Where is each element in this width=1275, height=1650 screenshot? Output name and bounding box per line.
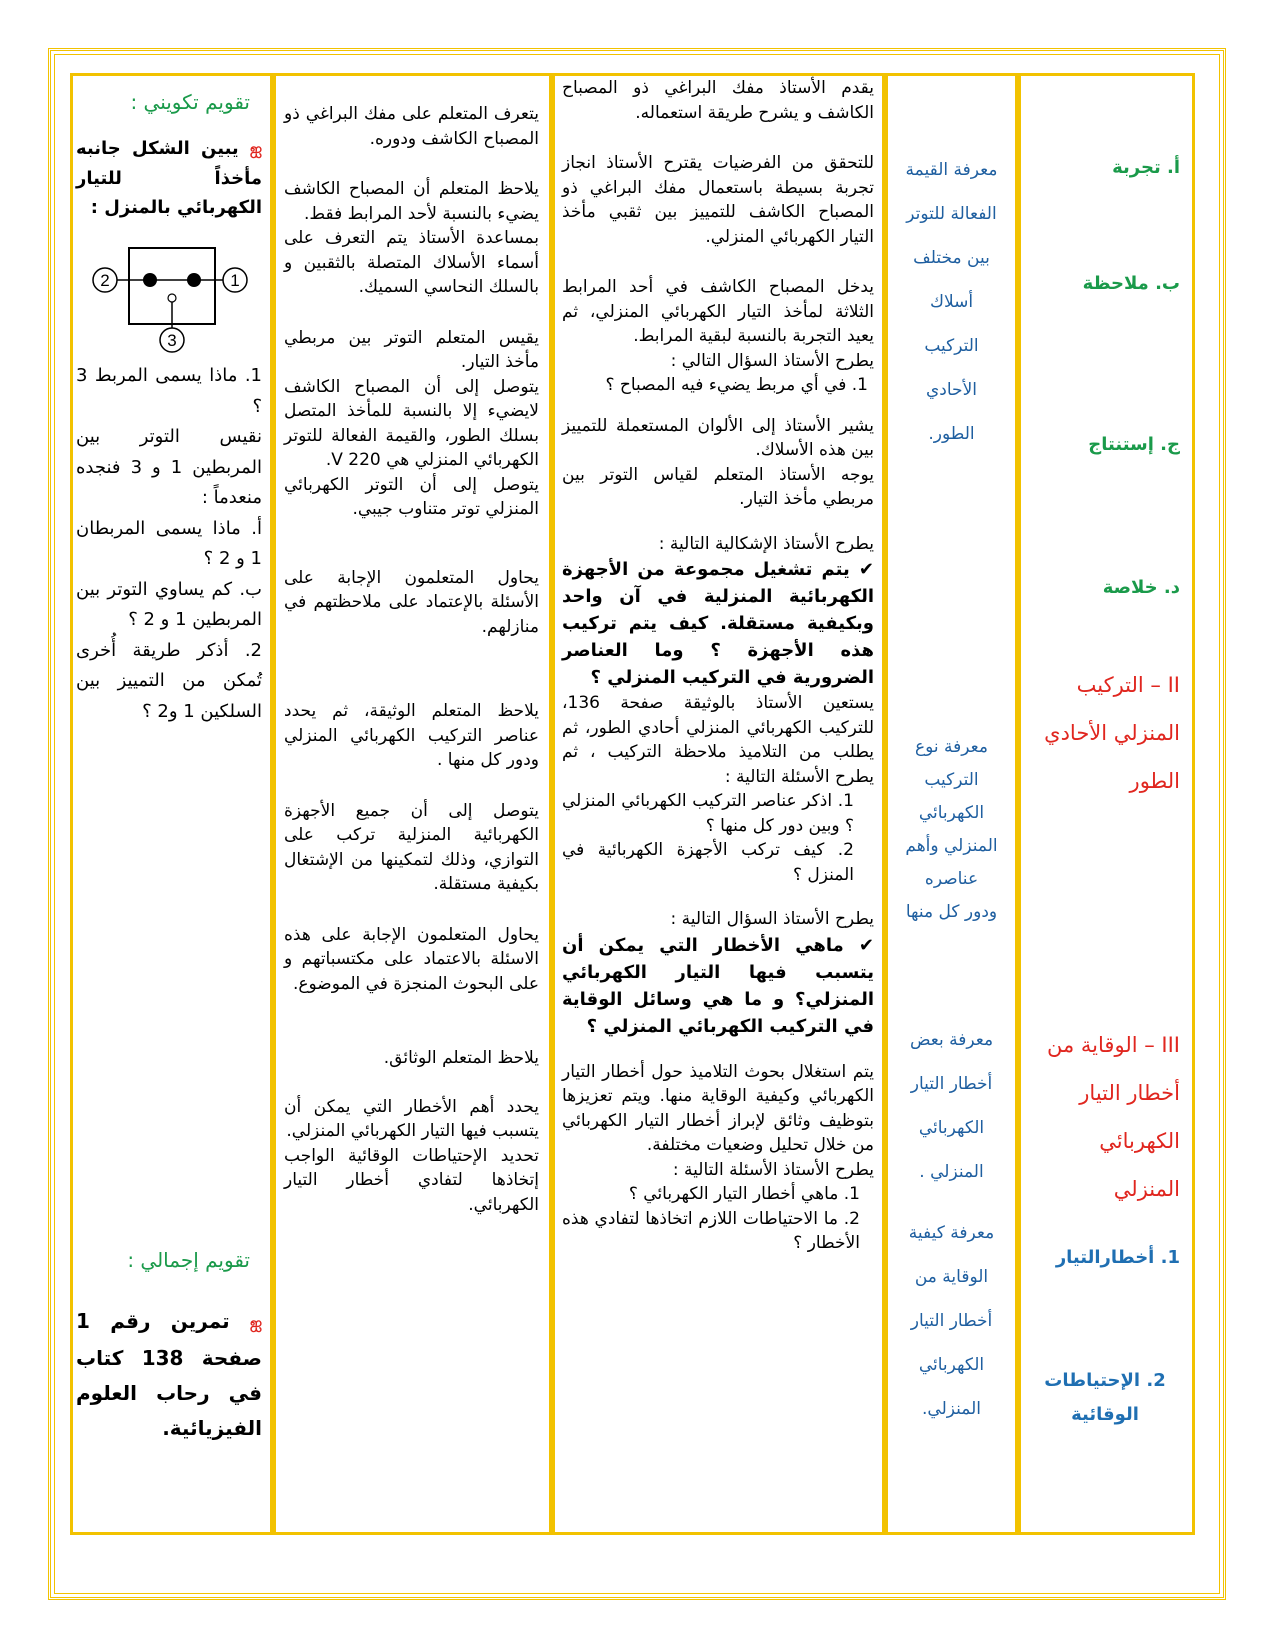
teacher-p9: يطرح الأستاذ السؤال التالية : xyxy=(670,909,874,929)
evaluation-intro: ஐ يبين الشكل جانبه مأخذاً للتيار الكهربائي بالمنزل : xyxy=(76,138,262,218)
formative-evaluation-title: تقويم تكويني : xyxy=(130,90,250,114)
teacher-q5: 2. ما الاحتياطات اللازم اتخاذها لتفادي هذه الأخطار ؟ xyxy=(562,1208,860,1253)
teacher-p10: يتم استغلال بحوث التلاميذ حول أخطار التيار الكهربائي وكيفية الوقاية منها. ويتم تعزيزها بتوظيف وثائق لإبراز أخطار التيار الكهربائي من خلال تحليل وضعيات مختلفة. xyxy=(562,1061,874,1155)
learner-p2: يلاحظ المتعلم أن المصباح الكاشف يضيء بالنسبة لأحد المرابط فقط. xyxy=(284,179,539,224)
column-learner-activities xyxy=(273,73,552,1535)
learner-p12: يحدد أهم الأخطار التي يمكن أن يتسبب فيها التيار الكهربائي المنزلي. xyxy=(284,1096,539,1141)
objective-1: معرفة القيمة الفعالة للتوتر بين مختلف أسلاك التركيب الأحادي الطور. xyxy=(905,160,998,444)
teacher-q2: 1. اذكر عناصر التركيب الكهربائي المنزلي ؟ وبين دور كل منها ؟ xyxy=(562,791,854,836)
label-1: 1 xyxy=(230,271,240,290)
final-exercise: ஐ تمرين رقم 1 صفحة 138 كتاب في رحاب العلوم الفيزيائية. xyxy=(76,1309,262,1440)
learner-p7: يحاول المتعلمون الإجابة على الأسئلة بالإعتماد على ملاحظتهم في منازلهم. xyxy=(284,567,539,637)
learner-p11: يلاحظ المتعلم الوثائق. xyxy=(383,1048,539,1068)
teacher-text xyxy=(562,76,874,1256)
socket-pin-2 xyxy=(143,273,157,287)
label-2: 2 xyxy=(100,271,110,290)
label-3: 3 xyxy=(167,331,177,350)
learner-p13: تحديد الإحتياطات الوقائية الواجب إتخاذها لتفادي أخطار التيار الكهربائي. xyxy=(284,1145,539,1215)
teacher-p8: يستعين الأستاذ بالوثيقة صفحة 136، للتركيب الكهربائي المنزلي أحادي الطور، ثم يطلب من التلاميذ ملاحظة التركيب ، ثم يطرح الأسئلة التالية : xyxy=(562,693,874,787)
column-objectives xyxy=(885,73,1018,1535)
objective-3: معرفة بعض أخطار التيار الكهربائي المنزلي . xyxy=(909,1030,994,1182)
problem-1: ✔ يتم تشغيل مجموعة من الأجهزة الكهربائية المنزلية في آن واحد وبكيفية مستقلة. كيف يتم تركيب هذه الأجهزة ؟ وما العناصر الضرورية في التركيب المنزلي ؟ xyxy=(562,559,874,688)
eval-qb: ب. كم يساوي التوتر بين المربطين 1 و 2 ؟ xyxy=(76,578,262,630)
learner-p6: يتوصل إلى أن التوتر الكهربائي المنزلي توتر متناوب جيبي. xyxy=(284,474,539,519)
objective-2: معرفة نوع التركيب الكهربائي المنزلي وأهم عناصره ودور كل منها xyxy=(905,737,998,922)
learner-p3: بمساعدة الأستاذ يتم التعرف على أسماء الأسلاك المتصلة بالثقبين و بالسلك النحاسي السميك. xyxy=(284,228,539,297)
item-2-precautions: 2. الإحتياطات الوقائية xyxy=(1044,1370,1166,1425)
column-teacher-activities xyxy=(552,73,885,1535)
evaluation-questions xyxy=(76,361,262,727)
learner-p10: يحاول المتعلمون الإجابة على هذه الاسئلة بالاعتماد على مكتسباتهم و على البحوث المنجزة في الموضوع. xyxy=(284,924,539,994)
stage-c: ج. إستنتاج xyxy=(1088,434,1180,455)
teacher-p7: يطرح الأستاذ الإشكالية التالية : xyxy=(658,533,874,554)
teacher-p6: يوجه الأستاذ المتعلم لقياس التوتر بين مربطي مأخذ التيار. xyxy=(562,464,874,509)
ornament-icon-2: ஐ xyxy=(249,1314,262,1332)
learner-p9: يتوصل إلى أن جميع الأجهزة الكهربائية المنزلية تركب على التوازي، وذلك لتمكينها من الإشتغال بكيفية مستقلة. xyxy=(284,800,539,894)
summative-evaluation-title: تقويم إجمالي : xyxy=(127,1248,250,1272)
column-evaluation xyxy=(70,73,273,1535)
column-stages xyxy=(1018,73,1195,1535)
teacher-q4: 1. ماهي أخطار التيار الكهربائي ؟ xyxy=(628,1184,860,1204)
teacher-q1: 1. في أي مربط يضيء فيه المصباح ؟ xyxy=(605,375,868,395)
learner-p1: يتعرف المتعلم على مفك البراغي ذو المصباح الكاشف ودوره. xyxy=(284,104,539,149)
eval-q2: 2. أذكر طريقة أُخرى تُمكن من التمييز بين السلكين 1 و2 ؟ xyxy=(76,639,262,722)
socket-pin-1 xyxy=(187,273,201,287)
learner-p5: يتوصل إلى أن المصباح الكاشف لايضيء إلا بالنسبة للمأخذ المتصل بسلك الطور، والقيمة الفعالة للتوتر الكهربائي المنزلي هي 220 V. xyxy=(284,376,539,470)
learner-p4: يقيس المتعلم التوتر بين مربطي مأخذ التيار. xyxy=(284,327,539,372)
eval-p1: نقيس التوتر بين المربطين 1 و 3 فنجده منعدماً : xyxy=(76,426,262,508)
teacher-p5: يشير الأستاذ إلى الألوان المستعملة للتمييز بين هذه الأسلاك. xyxy=(562,415,874,460)
stage-d: د. خلاصة xyxy=(1102,577,1180,598)
teacher-p4: يطرح الأستاذ السؤال التالي : xyxy=(670,350,874,371)
eval-q1: 1. ماذا يسمى المربط 3 ؟ xyxy=(76,365,262,417)
teacher-p2: للتحقق من الفرضيات يقترح الأستاذ انجاز تجربة بسيطة باستعمال مفك البراغي ذو المصباح الكاشف للتمييز بين ثقبي مأخذ التيار الكهربائي المنزلي. xyxy=(562,153,874,247)
item-1-dangers: 1. أخطارالتيار xyxy=(1055,1247,1180,1268)
teacher-p11: يطرح الأستاذ الأسئلة التالية : xyxy=(672,1159,874,1180)
teacher-q3: 2. كيف تركب الأجهزة الكهربائية في المنزل ؟ xyxy=(562,840,854,885)
stage-a: أ. تجربة xyxy=(1112,157,1180,178)
section-2-title: II – التركيب المنزلي الأحادي الطور xyxy=(1044,673,1180,793)
ornament-icon: ஐ xyxy=(249,140,262,158)
teacher-p3: يدخل المصباح الكاشف في أحد المرابط الثلاثة لمأخذ التيار الكهربائي المنزلي، ثم يعيد التجربة بالنسبة لبقية المرابط. xyxy=(562,277,874,346)
stage-b: ب. ملاحظة xyxy=(1082,273,1180,294)
teacher-p1: يقدم الأستاذ مفك البراغي ذو المصباح الكاشف و يشرح طريقة استعماله. xyxy=(562,78,874,123)
learner-text xyxy=(284,102,539,1217)
socket-earth-hole xyxy=(168,294,176,302)
eval-qa: أ. ماذا يسمى المربطان 1 و 2 ؟ xyxy=(76,517,262,569)
learner-p8: يلاحظ المتعلم الوثيقة، ثم يحدد عناصر التركيب الكهربائي المنزلي ودور كل منها . xyxy=(284,701,539,770)
section-3-title: III – الوقاية من أخطار التيار الكهربائي المنزلي xyxy=(1047,1033,1180,1201)
socket-figure xyxy=(85,244,255,356)
objective-4: معرفة كيفية الوقاية من أخطار التيار الكهربائي المنزلي. xyxy=(908,1223,995,1419)
problem-2: ✔ ماهي الأخطار التي يمكن أن يتسبب فيها التيار الكهربائي المنزلي؟ و ما هي وسائل الوقاية في التركيب الكهربائي المنزلي ؟ xyxy=(562,934,874,1037)
